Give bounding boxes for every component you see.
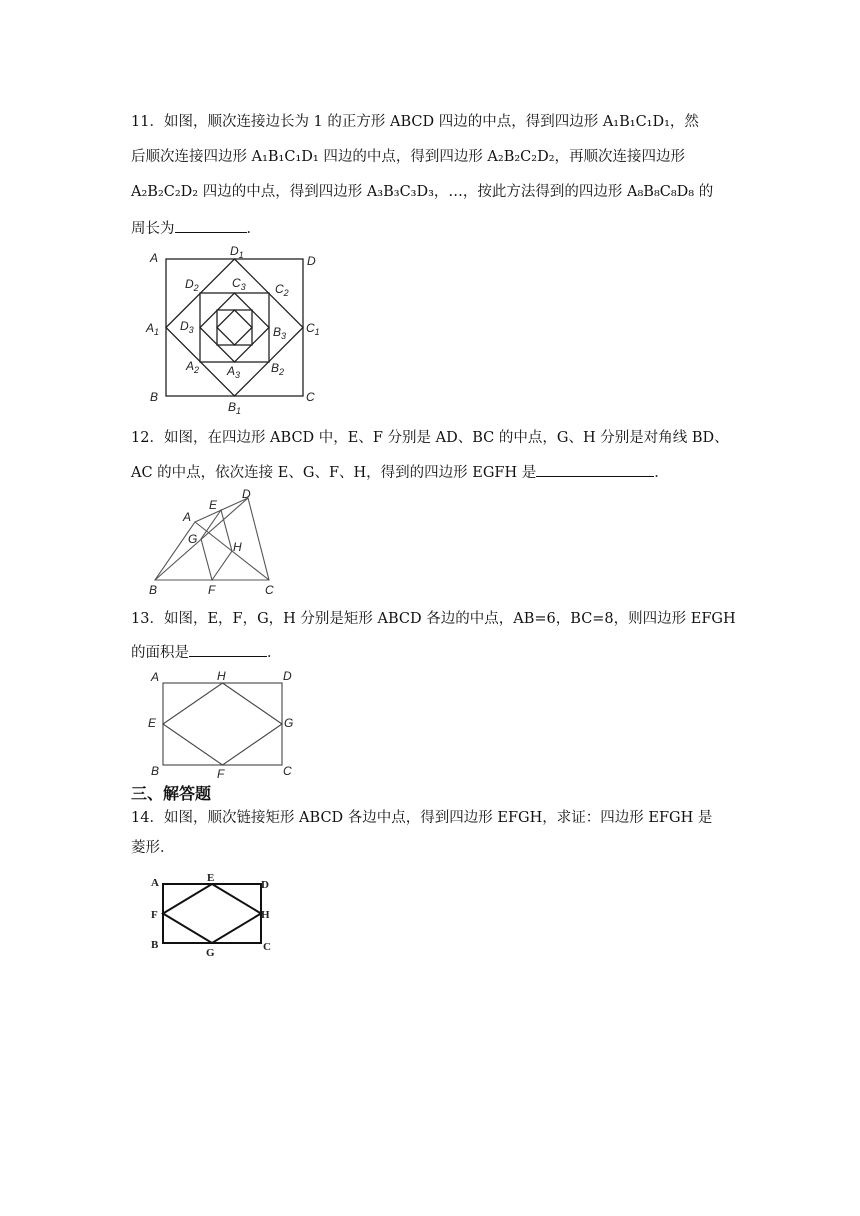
label-a3: $A_3$	[227, 364, 241, 380]
label-c3: $C_3$	[232, 276, 246, 292]
q12-label-e: E	[209, 498, 218, 512]
q13-prefix: 的面积是	[131, 645, 189, 661]
label-b1: $B_1$	[228, 400, 242, 416]
label-b: B	[150, 390, 159, 404]
q12-label-a: A	[183, 510, 192, 524]
label-b2: $B_2$	[271, 361, 285, 377]
q13-label-b: B	[151, 764, 160, 778]
q12-line-2	[131, 461, 669, 483]
q14-label-e: E	[207, 872, 215, 884]
label-c: C	[306, 390, 315, 404]
q12-suffix: ．	[654, 465, 669, 481]
label-a1: $A_1$	[146, 321, 160, 337]
q12-figure	[145, 488, 285, 600]
q14-figure	[145, 868, 285, 960]
q11-line-2: 后顺次连接四边形 A₁B₁C₁D₁ 四边的中点，得到四边形 A₂B₂C₂D₂，再顺次连接四边形	[131, 149, 686, 165]
q12-prefix: AC 的中点，依次连接 E、G、F、H，得到的四边形 EGFH 是	[131, 465, 537, 481]
square-a2b2c2d2	[200, 293, 269, 362]
q11-suffix: ．	[246, 221, 261, 237]
label-d2: $D_2$	[185, 277, 199, 293]
q11-answer-blank[interactable]	[175, 217, 247, 233]
q12-label-h: H	[233, 540, 242, 554]
q11-prefix: 周长为	[131, 221, 175, 237]
label-c1: $C_1$	[306, 321, 320, 337]
q14-label-b: B	[151, 939, 159, 951]
q14-label-a: A	[151, 877, 159, 889]
q13-line-2	[131, 641, 282, 663]
q14-label-d: D	[261, 879, 269, 891]
q14-line-2: 菱形．	[131, 840, 175, 856]
q14-label-f: F	[151, 909, 158, 921]
q12-label-d: D	[242, 487, 251, 501]
q11-figure	[140, 240, 340, 420]
q12-line-1: 12．如图，在四边形 ABCD 中，E、F 分别是 AD、BC 的中点，G、H 分别是对角线 BD、	[131, 430, 729, 446]
label-d: D	[307, 254, 316, 268]
q12-label-b: B	[149, 583, 158, 597]
q14-label-c: C	[263, 941, 271, 953]
q11-line-4	[131, 217, 261, 239]
q13-figure	[145, 665, 315, 780]
q13-label-d: D	[283, 669, 292, 683]
q14-label-h: H	[261, 909, 270, 921]
q11-line-3: A₂B₂C₂D₂ 四边的中点，得到四边形 A₃B₃C₃D₃，…，按此方法得到的四边形 A₈B₈C₈D₈ 的	[131, 184, 714, 200]
q14-label-g: G	[206, 947, 215, 959]
square-a3b3c3d3	[200, 293, 269, 362]
rhombus-efgh	[163, 884, 261, 943]
q13-label-c: C	[283, 764, 292, 778]
q11-line-1: 11．如图，顺次连接边长为 1 的正方形 ABCD 四边的中点，得到四边形 A₁B₁C₁D₁，然	[131, 114, 699, 130]
q13-label-h: H	[217, 669, 226, 683]
q13-answer-blank[interactable]	[189, 641, 267, 657]
quad-egfh	[201, 510, 232, 580]
q12-label-g: G	[188, 532, 198, 546]
q13-label-g: G	[284, 716, 294, 730]
q13-line-1: 13．如图，E，F，G，H 分别是矩形 ABCD 各边的中点，AB=6，BC=8，则四边形 EFGH	[131, 611, 736, 627]
section-heading: 三、解答题	[131, 784, 212, 803]
q12-label-c: C	[265, 583, 274, 597]
label-b3: $B_3$	[273, 325, 287, 341]
rect-abcd	[163, 683, 282, 765]
q13-label-a: A	[151, 670, 160, 684]
label-a2: $A_2$	[186, 359, 200, 375]
q13-label-e: E	[148, 716, 157, 730]
label-d3: $D_3$	[180, 319, 194, 335]
q12-answer-blank[interactable]	[536, 461, 654, 477]
rhombus-efgh	[163, 683, 282, 765]
label-a: A	[150, 251, 159, 265]
q12-label-f: F	[208, 583, 216, 597]
square-a5b5c5d5	[217, 310, 252, 345]
rect-abcd	[163, 884, 261, 943]
q14-line-1: 14．如图，顺次链接矩形 ABCD 各边中点，得到四边形 EFGH，求证：四边形 EFGH 是	[131, 810, 713, 826]
label-d1: $D_1$	[230, 244, 244, 260]
label-c2: $C_2$	[275, 282, 289, 298]
square-a4b4c4d4	[217, 310, 252, 345]
q13-suffix: ．	[267, 645, 282, 661]
q13-label-f: F	[217, 767, 225, 781]
